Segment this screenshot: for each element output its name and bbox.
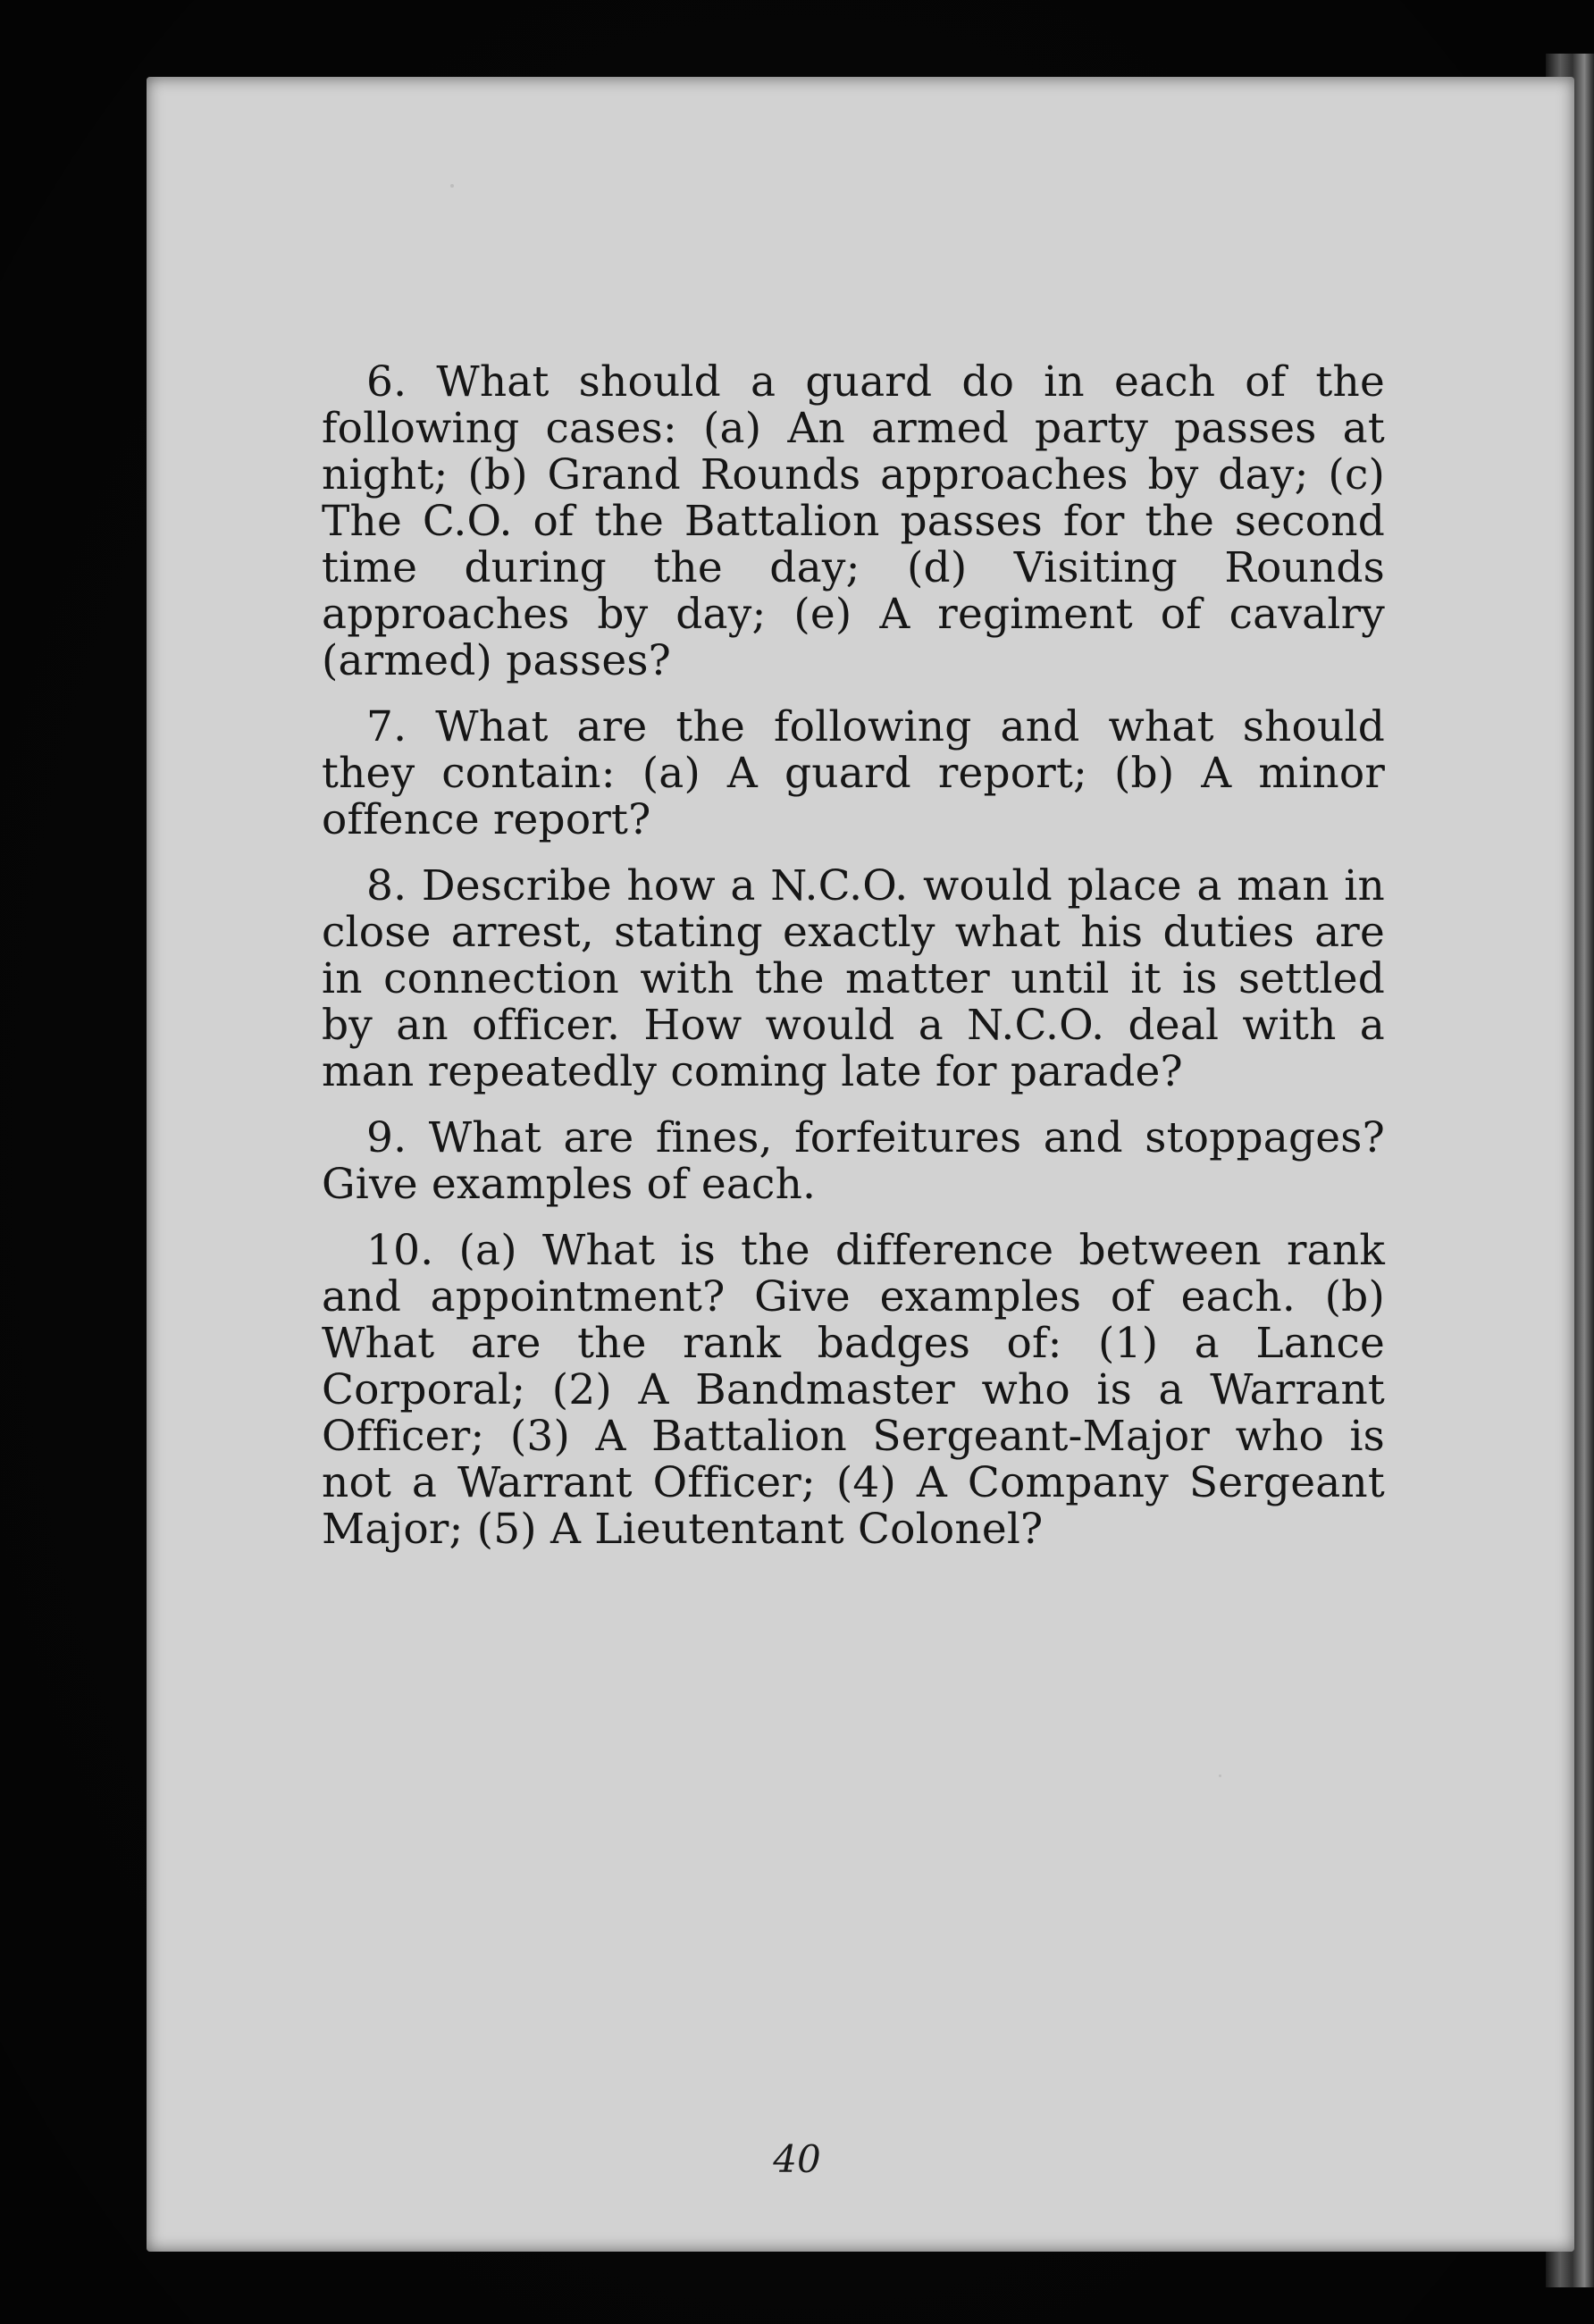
question-text: 6. What should a guard do in each of the following cases: (a) An armed party passes at night; (b) Grand Rounds approaches by day; (c) The C.O. of the Battalion passes for the second time during the day; (d) Visiting Rounds approaches by day; (e) A regiment of cavalry (armed) passes? <box>322 357 1385 685</box>
question-text: 10. (a) What is the difference between rank and appointment? Give examples of each. (b) What are the rank badges of: (1) a Lance Corporal; (2) A Bandmaster who is a Warrant Officer; (3) A Battalion Sergeant-Major who is not a Warrant Officer; (4) A Company Sergeant Major; (5) A Lieutentant Colonel? <box>322 1226 1385 1554</box>
question-text: 9. What are fines, forfeitures and stoppages? Give examples of each. <box>322 1113 1385 1209</box>
question-6 <box>322 359 1385 684</box>
question-text: 7. What are the following and what should they contain: (a) A guard report; (b) A minor offence report? <box>322 702 1385 844</box>
questions-text <box>322 359 1385 1573</box>
question-9 <box>322 1115 1385 1208</box>
question-7 <box>322 704 1385 843</box>
paper-speck <box>450 184 454 188</box>
question-text: 8. Describe how a N.C.O. would place a man in close arrest, stating exactly what his duties are in connection with the matter until it is settled by an officer. How would a N.C.O. deal with a man repeatedly coming late for parade? <box>322 861 1385 1096</box>
question-8 <box>322 863 1385 1095</box>
page-number: 40 <box>773 2137 821 2181</box>
question-10 <box>322 1228 1385 1553</box>
paper-speck <box>1219 1774 1221 1777</box>
